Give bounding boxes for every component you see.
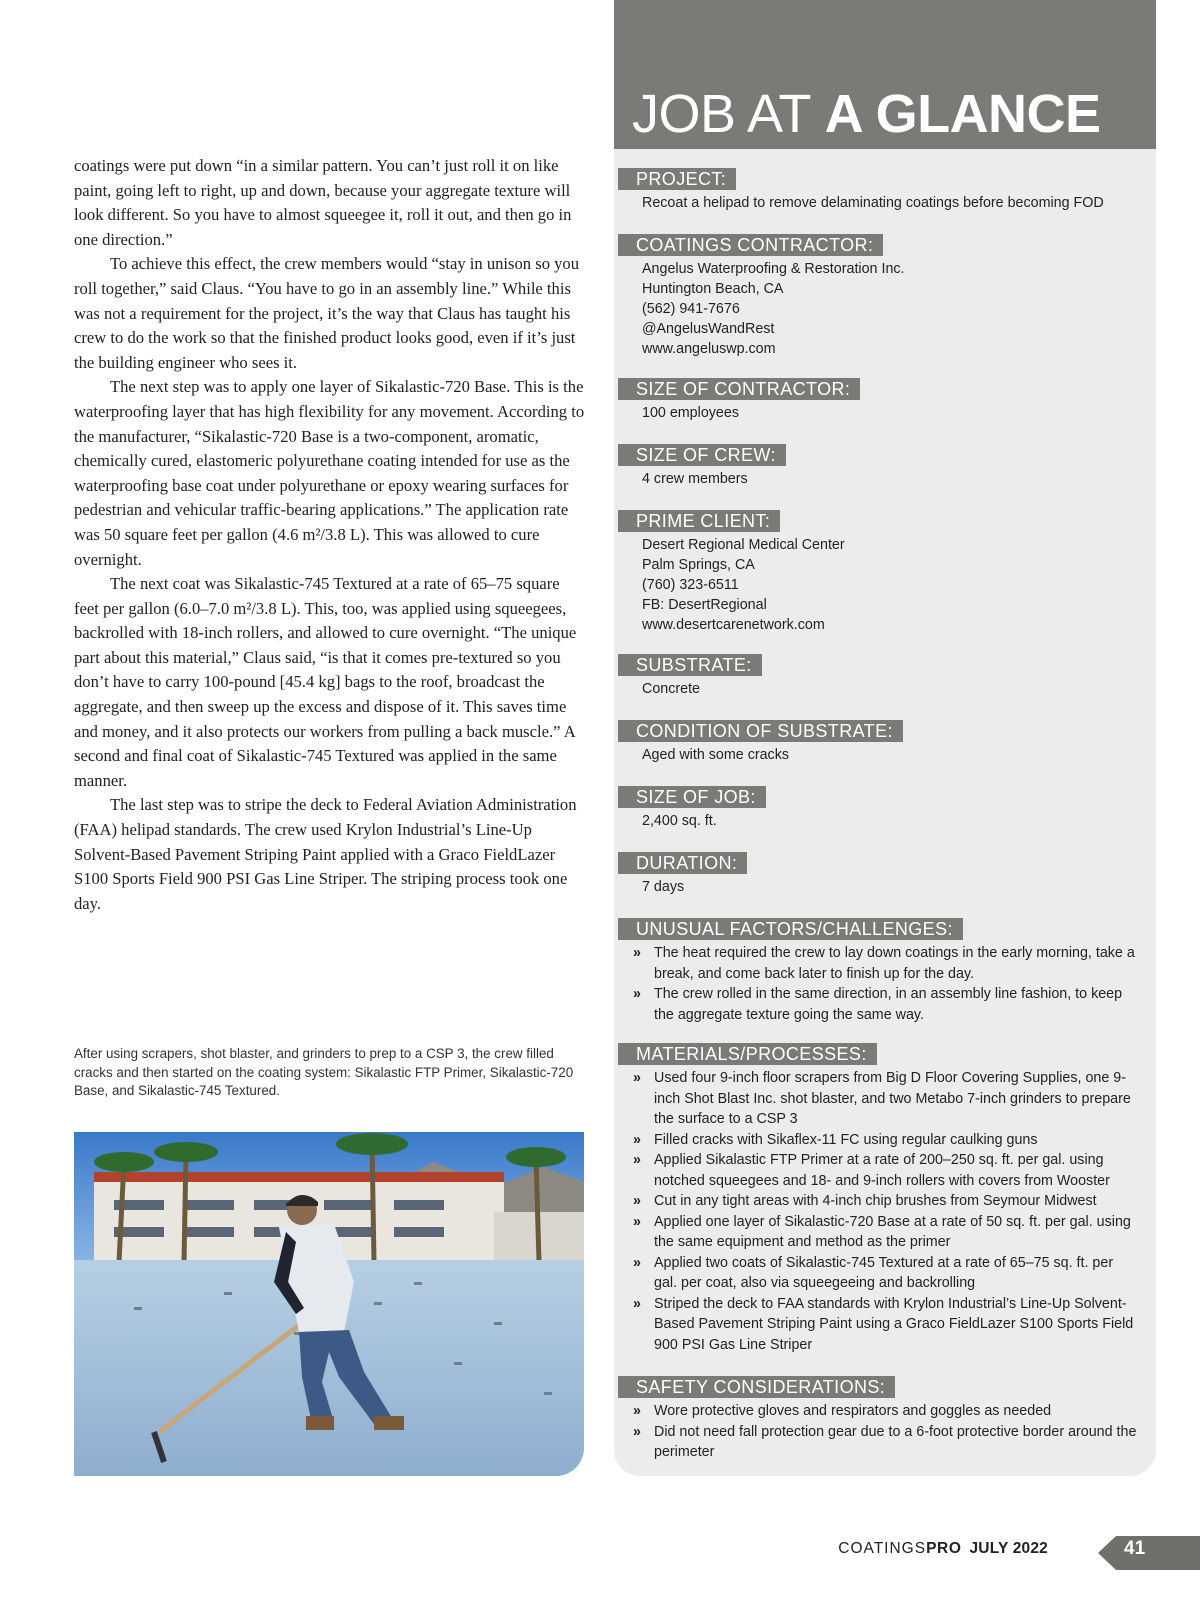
detail-line: 4 crew members <box>642 471 748 487</box>
article-paragraph: The next step was to apply one layer of Sikalastic-720 Base. This is the waterproofing layer that has high flexibility for any movement. According to the manufacturer, “Sikalastic-720 Base is a two-component, aromatic, chemically cured, elastomeric polyurethane coating intended for use as the waterproofing base coat under polyurethane or epoxy wearing surfaces for pedestrian and vehicular traffic-bearing applications.” The application rate was 50 square feet per gallon (4.6 m²/3.8 L). This was allowed to cure overnight. <box>74 377 585 569</box>
client-name: Desert Regional Medical Center <box>642 537 845 553</box>
detail-line: Aged with some cracks <box>642 747 789 763</box>
section-label: DURATION: <box>618 852 747 874</box>
photo-caption: After using scrapers, shot blaster, and grinders to prep to a CSP 3, the crew filled cracks and then started on the coating system: Sikalastic FTP Primer, Sikalastic-720 Base, and Sikalastic-745 Textured. <box>74 1046 574 1098</box>
list-item: » Applied Sikalastic FTP Primer at a rate of 200–250 sq. ft. per gal. using notched squeegees and 18- and 9-inch rollers with covers from Wooster <box>632 1150 1140 1191</box>
detail-line: 100 employees <box>642 405 739 421</box>
article-paragraph: The last step was to stripe the deck to Federal Aviation Administration (FAA) helipad standards. The crew used Krylon Industrial’s Line-Up Solvent-Based Pavement Striping Paint applied with a Graco FieldLazer S100 Sports Field 900 PSI Gas Line Striper. The striping process took one day. <box>74 795 577 913</box>
section-size-of-job <box>614 786 1156 831</box>
article-paragraph: The next coat was Sikalastic-745 Textured at a rate of 65–75 square feet per gallon (6.0–7.0 m²/3.8 L). This, too, was applied using squeegees, backrolled with 18-inch rollers, and allowed to cure overnight. “The unique part about this material,” Claus said, “is that it comes pre-textured so you don’t have to carry 100-pound [45.4 kg] bags to the roof, broadcast the aggregate, and then sweep up the excess and dispose of it. This saves time and money, and it also protects our workers from pulling a back muscle.” A second and final coat of Sikalastic-745 Textured was applied in the same manner. <box>74 574 577 790</box>
article-body <box>74 154 586 916</box>
section-prime-client <box>614 510 1156 635</box>
section-coatings-contractor <box>614 234 1156 359</box>
section-label: COATINGS CONTRACTOR: <box>618 234 883 256</box>
section-condition-of-substrate <box>614 720 1156 765</box>
section-substrate <box>614 654 1156 699</box>
bullet-list <box>632 1401 1140 1463</box>
section-body <box>642 745 1142 765</box>
section-label: PRIME CLIENT: <box>618 510 780 532</box>
list-item: » Used four 9-inch floor scrapers from Big D Floor Covering Supplies, one 9-inch Shot Blast Inc. shot blaster, and two Metabo 7-inch grinders to prepare the surface to a CSP 3 <box>632 1068 1140 1130</box>
page-footer <box>838 1540 1048 1558</box>
article-paragraph: To achieve this effect, the crew members would “stay in unison so you roll together,” said Claus. “You have to go in an assembly line.” While this was not a requirement for the project, it’s the way that Claus has taught his crew to do the work so that the finished product looks good, even if it’s just the building engineer who sees it. <box>74 254 580 372</box>
bullet-list <box>632 943 1140 1025</box>
section-label: SUBSTRATE: <box>618 654 762 676</box>
section-size-of-crew <box>614 444 1156 489</box>
client-phone: (760) 323-6511 <box>642 577 739 593</box>
section-label: CONDITION OF SUBSTRATE: <box>618 720 903 742</box>
contractor-social: @AngelusWandRest <box>642 321 775 337</box>
detail-line: Concrete <box>642 681 701 697</box>
panel-header <box>614 0 1156 149</box>
section-body <box>642 877 1142 897</box>
list-item: » Striped the deck to FAA standards with Krylon Industrial’s Line-Up Solvent-Based Pavement Striping Paint using a Graco FieldLazer S100 Sports Field 900 PSI Gas Line Striper <box>632 1294 1140 1356</box>
magazine-name-bold: PRO <box>926 1540 962 1557</box>
section-label: SIZE OF CONTRACTOR: <box>618 378 860 400</box>
panel-title-bold: A GLANCE <box>824 84 1101 144</box>
client-location: Palm Springs, CA <box>642 557 755 573</box>
section-label: SAFETY CONSIDERATIONS: <box>618 1376 895 1398</box>
section-label: SIZE OF JOB: <box>618 786 766 808</box>
list-item: » Wore protective gloves and respirators and goggles as needed <box>632 1401 1140 1422</box>
page-number: 41 <box>1124 1538 1146 1559</box>
section-body <box>642 193 1142 213</box>
section-unusual-factors <box>614 918 1156 1025</box>
section-body <box>642 403 1142 423</box>
job-photo <box>74 1132 584 1476</box>
list-item: » The heat required the crew to lay down coatings in the early morning, take a break, and come back later to finish up for the day. <box>632 943 1140 984</box>
section-materials-processes <box>614 1043 1156 1355</box>
panel-title <box>632 84 1101 144</box>
contractor-phone: (562) 941-7676 <box>642 301 740 317</box>
list-item: » The crew rolled in the same direction, in an assembly line fashion, to keep the aggregate texture going the same way. <box>632 984 1140 1025</box>
list-item: » Did not need fall protection gear due to a 6-foot protective border around the perimeter <box>632 1422 1140 1463</box>
list-item: » Filled cracks with Sikaflex-11 FC using regular caulking guns <box>632 1130 1140 1151</box>
section-project <box>614 168 1156 213</box>
section-size-of-contractor <box>614 378 1156 423</box>
section-body <box>642 469 1142 489</box>
page-number-tab <box>1098 1536 1200 1570</box>
issue-date: JULY 2022 <box>969 1540 1048 1557</box>
list-item: » Applied one layer of Sikalastic-720 Base at a rate of 50 sq. ft. per gal. using the same equipment and method as the primer <box>632 1212 1140 1253</box>
article-paragraph: coatings were put down “in a similar pattern. You can’t just roll it on like paint, going left to right, up and down, because your aggregate texture will look different. So you have to almost squeegee it, roll it out, and then go in one direction.” <box>74 156 572 249</box>
magazine-name-light: COATINGS <box>838 1540 927 1557</box>
section-label: UNUSUAL FACTORS/CHALLENGES: <box>618 918 963 940</box>
section-body <box>642 535 1142 635</box>
bullet-list <box>632 1068 1140 1355</box>
panel-title-light: JOB AT <box>632 84 825 144</box>
contractor-website: www.angeluswp.com <box>642 341 776 357</box>
detail-line: 2,400 sq. ft. <box>642 813 717 829</box>
section-label: SIZE OF CREW: <box>618 444 786 466</box>
section-label: PROJECT: <box>618 168 736 190</box>
worker-applying-coating-image <box>74 1132 584 1476</box>
section-duration <box>614 852 1156 897</box>
detail-line: Recoat a helipad to remove delaminating coatings before becoming FOD <box>642 195 1104 211</box>
detail-line: 7 days <box>642 879 685 895</box>
client-social: FB: DesertRegional <box>642 597 767 613</box>
section-body <box>642 679 1142 699</box>
contractor-location: Huntington Beach, CA <box>642 281 784 297</box>
job-at-a-glance-panel <box>614 0 1156 1476</box>
section-body <box>642 811 1142 831</box>
section-body <box>642 259 1142 359</box>
client-website: www.desertcarenetwork.com <box>642 617 825 633</box>
section-label: MATERIALS/PROCESSES: <box>618 1043 877 1065</box>
list-item: » Applied two coats of Sikalastic-745 Textured at a rate of 65–75 sq. ft. per gal. per coat, also via squeegeeing and backrolling <box>632 1253 1140 1294</box>
section-safety-considerations <box>614 1376 1156 1463</box>
contractor-name: Angelus Waterproofing & Restoration Inc. <box>642 261 905 277</box>
list-item: » Cut in any tight areas with 4-inch chip brushes from Seymour Midwest <box>632 1191 1140 1212</box>
